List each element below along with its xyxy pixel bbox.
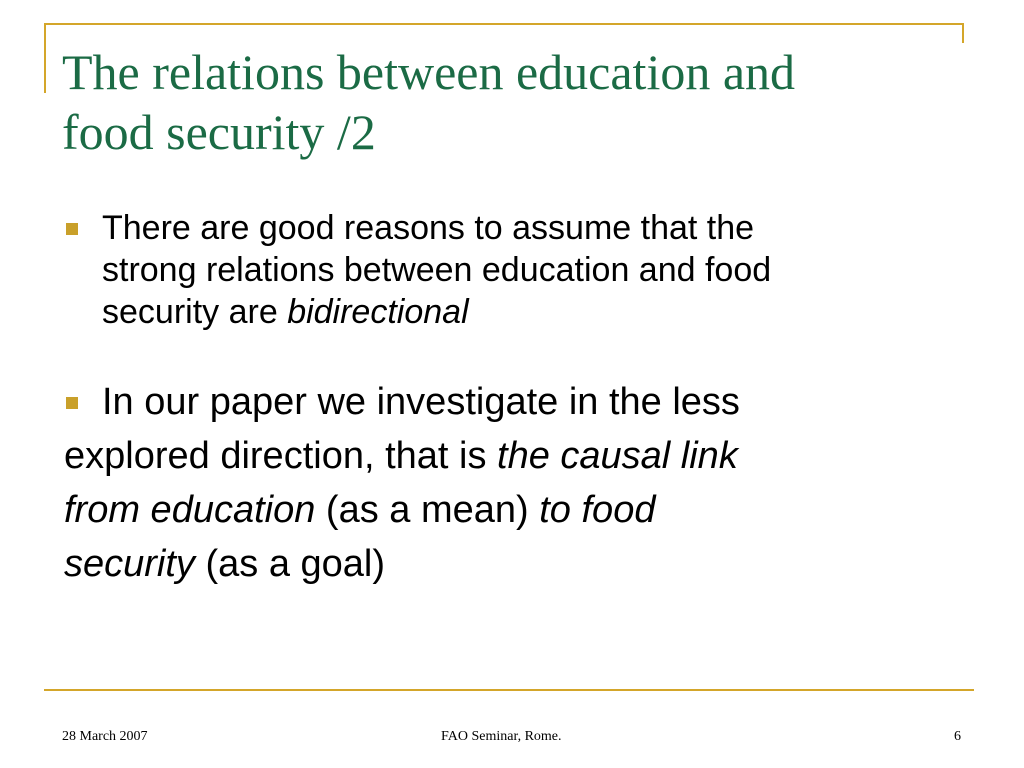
page-number: 6 (954, 729, 961, 744)
bullet-2-text: (as a goal) (194, 543, 386, 585)
bullet-1-text: security are (102, 293, 288, 331)
slide-title (62, 42, 962, 162)
bullet-1-emphasis: bidirectional (287, 293, 469, 331)
bullet-2-line-3 (64, 483, 964, 537)
right-frame-line (962, 23, 964, 43)
bullet-2-emphasis: to food (539, 489, 656, 531)
bullet-2-emphasis: the causal link (497, 435, 738, 477)
bullet-item-2 (64, 375, 964, 591)
bullet-2-emphasis: security (64, 543, 195, 585)
bullet-2-emphasis: from education (64, 489, 316, 531)
bullet-2-text: explored direction, that is (64, 435, 498, 477)
bullet-2-line-2 (64, 429, 964, 483)
footer-divider (44, 689, 974, 691)
footer-event: FAO Seminar, Rome. (441, 729, 562, 744)
bullet-2-line-1: In our paper we investigate in the less (102, 381, 740, 423)
bullet-1-line-1: There are good reasons to assume that the (102, 209, 755, 247)
bullet-1-line-2: strong relations between education and food (102, 251, 772, 289)
footer-date: 28 March 2007 (62, 729, 148, 744)
bullet-item-1 (102, 207, 982, 333)
left-frame-line (44, 23, 46, 93)
bullet-square-icon (66, 223, 78, 235)
bullet-1-line-3 (102, 291, 982, 333)
slide-title-line-1: The relations between education and (62, 44, 796, 100)
bullet-2-line-4 (64, 537, 964, 591)
top-frame-line (44, 23, 964, 25)
slide-title-line-2: food security /2 (62, 104, 376, 160)
bullet-2-text: (as a mean) (315, 489, 540, 531)
